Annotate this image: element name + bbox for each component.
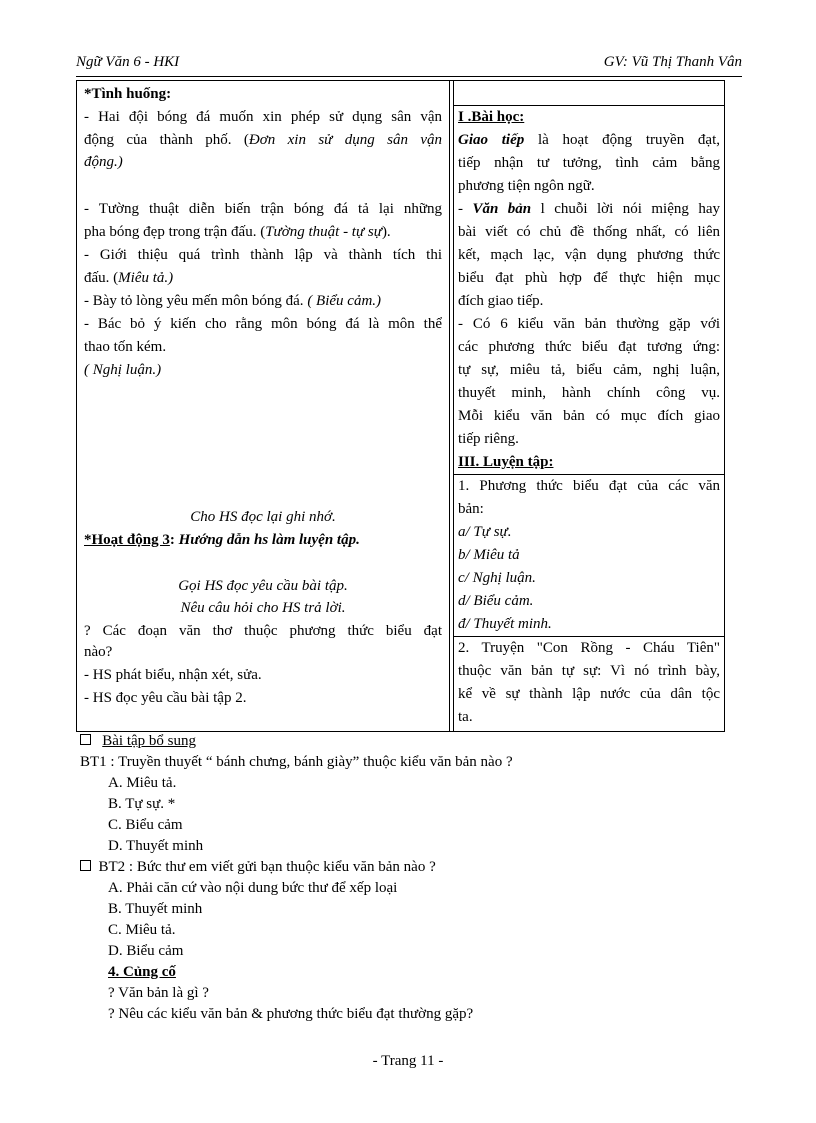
bt1-option: A. Miêu tả. <box>108 775 177 791</box>
definition-line: - Văn bản l chuỗi lời nói miệng hay <box>458 201 720 217</box>
extra-exercises-title: Bài tập bổ sung <box>80 731 196 752</box>
types-line: tiếp riêng. <box>458 431 519 447</box>
activity-3-heading: *Hoạt động 3: Hướng dẫn hs làm luyện tập. <box>84 532 360 548</box>
definition-line: kết, mạch lạc, vận dụng phương thức <box>458 247 720 263</box>
situation-5-line: thao tốn kém. <box>84 339 167 355</box>
bt1-option: D. Thuyết minh <box>108 838 204 854</box>
practice-heading: III. Luyện tập: <box>458 454 554 470</box>
exercise-2-line: thuộc văn bản tự sự: Vì nó trình bày, <box>458 663 720 679</box>
answer-item: c/ Nghị luận. <box>458 570 536 586</box>
situation-1-line: động.) <box>84 154 123 170</box>
answer-item: đ/ Thuyết minh. <box>458 616 552 632</box>
checkbox-icon <box>80 734 91 745</box>
content-column <box>453 81 725 731</box>
student-answer: - HS phát biểu, nhận xét, sửa. <box>84 667 262 683</box>
definition-line: phương tiện ngôn ngữ. <box>458 178 595 194</box>
situation-1-line: động của thành phố. (Đơn xin sử dụng sân vận <box>84 132 442 148</box>
situation-4-line: - Bày tỏ lòng yêu mến môn bóng đá. ( Biểu cảm.) <box>84 293 382 309</box>
activities-column <box>77 81 450 731</box>
bt2-question: BT2 : Bức thư em viết gửi bạn thuộc kiểu văn bản nào ? <box>80 857 436 878</box>
bt2-option: D. Biểu cảm <box>108 943 184 959</box>
types-line: tự sự, miêu tả, biểu cảm, nghị luận, <box>458 362 720 378</box>
consolidation-question: ? Văn bản là gì ? <box>108 985 209 1001</box>
types-line: Mỗi kiểu văn bản có mục đích giao <box>458 408 720 424</box>
lesson-heading: I .Bài học: <box>458 109 525 125</box>
exercise-2-line: 2. Truyện "Con Rồng - Cháu Tiên" <box>458 640 720 656</box>
student-answer: - HS đọc yêu cầu bài tập 2. <box>84 690 247 706</box>
answer-item: d/ Biểu cảm. <box>458 593 534 609</box>
situation-title: *Tình huống: <box>84 86 172 102</box>
bt2-option: B. Thuyết minh <box>108 901 203 917</box>
question-line: nào? <box>84 644 113 660</box>
checkbox-icon <box>80 860 91 871</box>
situation-5-line: ( Nghị luận.) <box>84 362 162 378</box>
types-line: - Có 6 kiểu văn bản thường gặp với <box>458 316 720 332</box>
situation-2-line: pha bóng đẹp trong trận đấu. (Tường thuật - tự sự). <box>84 224 391 240</box>
teacher-instruction: Gọi HS đọc yêu cầu bài tập. <box>178 578 348 594</box>
situation-5-line: - Bác bỏ ý kiến cho rằng môn bóng đá là môn thể <box>84 316 442 332</box>
answer-item: a/ Tự sự. <box>458 524 512 540</box>
header-subject: Ngữ Văn 6 - HKI <box>76 54 180 70</box>
types-line: thuyết minh, hành chính công vụ. <box>458 385 720 401</box>
bt1-option: C. Biểu cảm <box>108 817 183 833</box>
header-teacher: GV: Vũ Thị Thanh Vân <box>603 54 742 70</box>
bt2-option: C. Miêu tả. <box>108 922 176 938</box>
definition-line: đích giao tiếp. <box>458 293 544 309</box>
exercise-2-line: kể về sự thành lập nước của dân tộc <box>458 686 720 702</box>
consolidation-heading: 4. Củng cố <box>108 964 176 980</box>
definition-line: bài viết có chủ đề thống nhất, có liên <box>458 224 720 240</box>
reread-note: Cho HS đọc lại ghi nhớ. <box>190 509 336 525</box>
bt2-option: A. Phải căn cứ vào nội dung bức thư để xếp loại <box>108 880 398 896</box>
definition-line: tiếp nhận tư tưởng, tình cảm bằng <box>458 155 720 171</box>
situation-1-line: - Hai đội bóng đá muốn xin phép sử dụng sân vận <box>84 109 442 125</box>
page-header <box>76 54 742 77</box>
situation-3-line: - Giới thiệu quá trình thành lập và thành tích thi <box>84 247 442 263</box>
exercise-2-line: ta. <box>458 709 473 725</box>
exercise-1-line: bản: <box>458 501 484 517</box>
answer-item: b/ Miêu tả <box>458 547 520 563</box>
question-line: ? Các đoạn văn thơ thuộc phương thức biểu đạt <box>84 623 442 639</box>
exercise-1-line: 1. Phương thức biểu đạt của các văn <box>458 478 720 494</box>
teacher-instruction: Nêu câu hỏi cho HS trả lời. <box>180 600 346 616</box>
definition-line: biểu đạt phù hợp để thực hiện mục <box>458 270 720 286</box>
lesson-table <box>76 80 725 732</box>
consolidation-question: ? Nêu các kiểu văn bản & phương thức biểu đạt thường gặp? <box>108 1006 474 1022</box>
situation-2-line: - Tường thuật diễn biến trận bóng đá tả lại những <box>84 201 442 217</box>
definition-line: Giao tiếp là hoạt động truyền đạt, <box>458 132 721 148</box>
types-line: các phương thức biểu đạt tương ứng: <box>458 339 720 355</box>
bt1-question: BT1 : Truyền thuyết “ bánh chưng, bánh giày” thuộc kiểu văn bản nào ? <box>80 754 513 770</box>
situation-3-line: đấu. (Miêu tả.) <box>84 270 174 286</box>
bt1-option: B. Tự sự. * <box>108 796 176 812</box>
page-number: - Trang 11 - <box>372 1053 444 1069</box>
